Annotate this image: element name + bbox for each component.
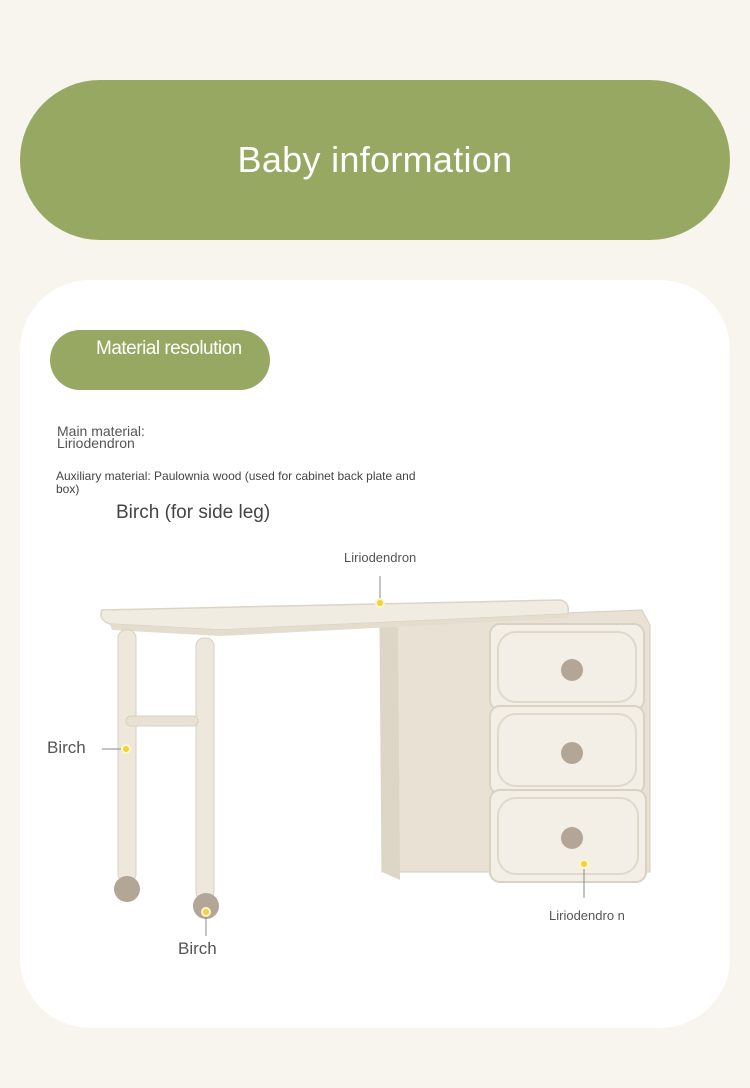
callout-desktop-material: Liriodendron — [344, 550, 417, 565]
header-banner — [20, 80, 730, 240]
main-material-text: Main material: Liriodendron — [57, 423, 145, 451]
section-pill-label: Material resolution — [96, 338, 242, 359]
callout-bottom-leg-material: Birch — [178, 939, 217, 958]
material-card — [20, 280, 730, 1028]
callout-left-leg-material: Birch — [47, 738, 86, 757]
desk-legs — [114, 630, 219, 919]
auxiliary-material-text: Auxiliary material: Paulownia wood (used for cabinet back plate and box) — [56, 469, 416, 496]
banner-title: Baby information — [237, 139, 513, 180]
side-leg-note: Birch (for side leg) — [116, 502, 271, 523]
callout-drawer-material: Liriodendro n — [549, 908, 625, 923]
